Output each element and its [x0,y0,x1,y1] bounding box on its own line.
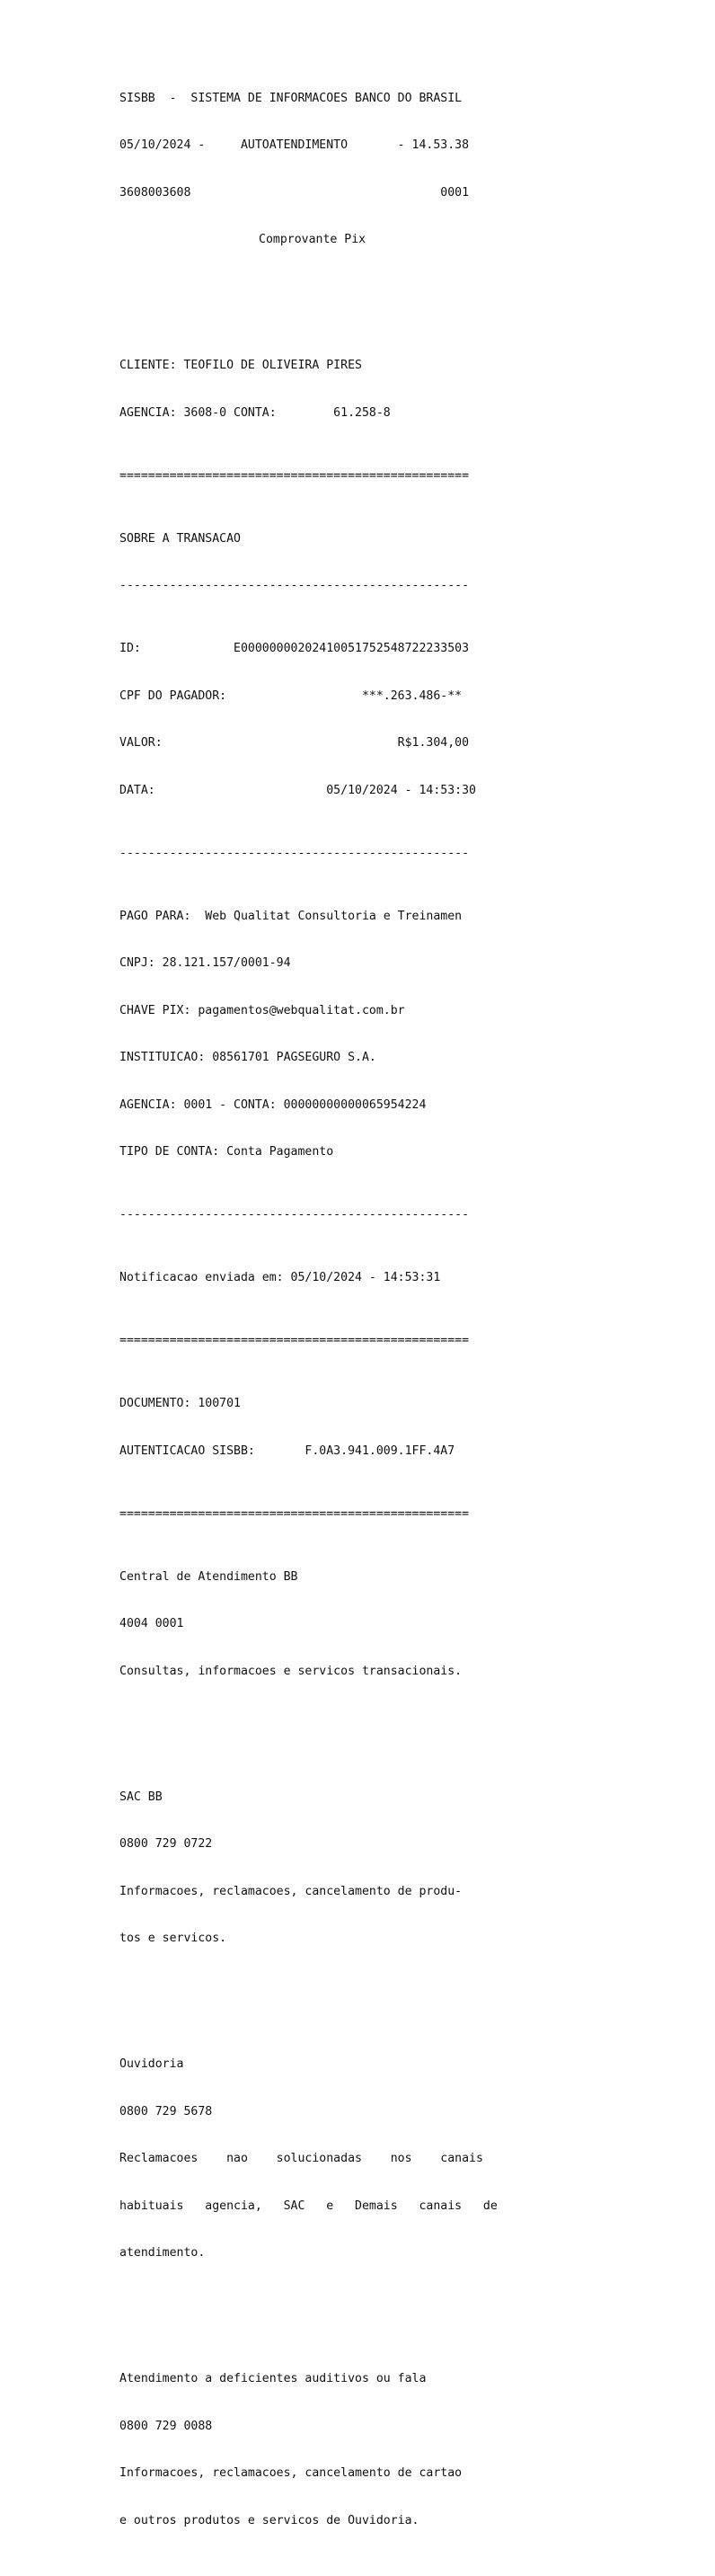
client-name-line: CLIENTE: TEOFILO DE OLIVEIRA PIRES [119,359,362,372]
payer-cpf-line: CPF DO PAGADOR: ***.263.486-** [119,688,463,703]
contact-desc-3-0: Informacoes, reclamacoes, cancelamento de cartao [119,2466,463,2480]
contact-title-2: Ouvidoria [119,2057,184,2071]
divider-single-3: ------------------------------------------------- [119,1208,470,1221]
payee-account-type-line: TIPO DE CONTA: Conta Pagamento [119,1145,334,1159]
transaction-section-title: SOBRE A TRANSACAO [119,531,241,546]
contact-title-3: Atendimento a deficientes auditivos ou fala [119,2372,427,2385]
payee-cnpj-line: CNPJ: 28.121.157/0001-94 [119,956,291,970]
spacer [119,1727,542,1743]
divider-double-top: ================================================= [119,468,470,483]
pix-receipt [119,43,542,2576]
divider-double-bottom: ================================================= [119,1506,470,1521]
spacer [119,2308,542,2324]
amount-line: VALOR: R$1.304,00 [119,736,470,750]
payee-name-line: PAGO PARA: Web Qualitat Consultoria e Treinamen [119,909,463,923]
contact-desc-1-1: tos e servicos. [119,1932,227,1945]
contact-phone-2: 0800 729 5678 [119,2104,213,2119]
contact-desc-2-1: habituais agencia, SAC e Demais canais de [119,2198,498,2213]
contact-title-0: Central de Atendimento BB [119,1569,298,1584]
transaction-id-line: ID: E00000000202410051752548722233503 [119,642,470,655]
spacer [119,1994,542,2010]
payee-pix-key-line: CHAVE PIX: pagamentos@webqualitat.com.br [119,1003,405,1017]
contact-phone-3: 0800 729 0088 [119,2419,213,2433]
header-line-system: SISBB - SISTEMA DE INFORMACOES BANCO DO BRASIL [119,91,463,105]
header-line-terminal: 3608003608 0001 [119,185,470,200]
contact-desc-1-0: Informacoes, reclamacoes, cancelamento de produ- [119,1884,463,1898]
divider-single-1: ------------------------------------------------- [119,579,470,592]
notification-line: Notificacao enviada em: 05/10/2024 - 14:53:31 [119,1271,441,1284]
contact-desc-2-2: atendimento. [119,2246,206,2260]
contact-desc-3-1: e outros produtos e servicos de Ouvidoria. [119,2513,419,2527]
authentication-line: AUTENTICACAO SISBB: F.0A3.941.009.1FF.4A7 [119,1443,455,1458]
divider-double-mid: ================================================= [119,1334,470,1347]
payee-institution-line: INSTITUICAO: 08561701 PAGSEGURO S.A. [119,1051,376,1064]
client-agency-account-line: AGENCIA: 3608-0 CONTA: 61.258-8 [119,405,391,420]
contact-phone-1: 0800 729 0722 [119,1837,213,1851]
contact-desc-0-0: Consultas, informacoes e servicos transacionais. [119,1664,463,1678]
receipt-title: Comprovante Pix [259,233,366,246]
contact-desc-2-0: Reclamacoes nao solucionadas nos canais [119,2152,483,2165]
header-line-datetime: 05/10/2024 - AUTOATENDIMENTO - 14.53.38 [119,138,470,152]
divider-single-2: ------------------------------------------------- [119,846,470,860]
document-number-line: DOCUMENTO: 100701 [119,1397,241,1410]
spacer [119,295,542,311]
contact-title-1: SAC BB [119,1790,163,1804]
payee-agency-account-line: AGENCIA: 0001 - CONTA: 00000000000065954224 [119,1097,427,1112]
transaction-date-line: DATA: 05/10/2024 - 14:53:30 [119,783,476,797]
contact-phone-0: 4004 0001 [119,1617,184,1630]
